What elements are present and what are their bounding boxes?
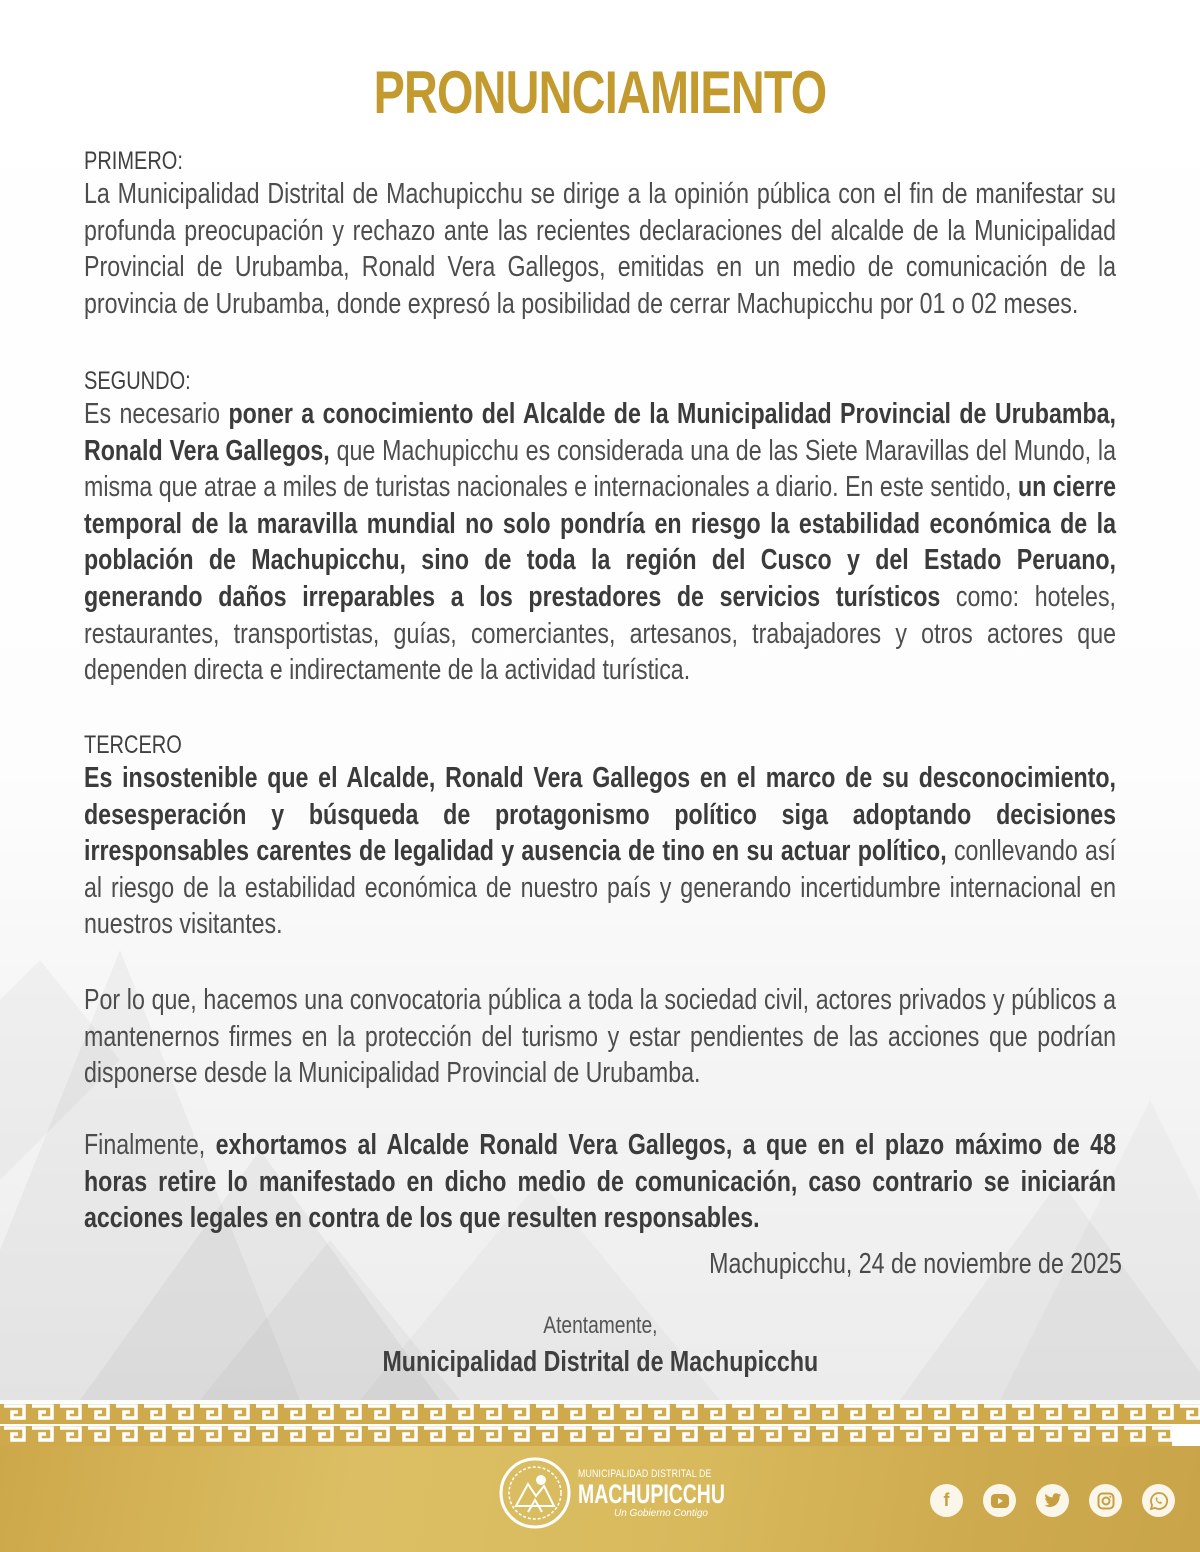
municipal-seal-icon <box>498 1456 572 1530</box>
section-paragraph <box>84 982 1116 1092</box>
section-heading-text: TERCERO <box>84 731 182 759</box>
signer-text: Municipalidad Distrital de Machupicchu <box>382 1346 818 1378</box>
text-run: Por lo que, hacemos una convocatoria pública a toda la sociedad civil, actores privados y públicos a mantenernos firmes en la protección del turismo y estar pendientes de las acciones que podrían disponerse desde la Municipalidad Provincial de Urubamba. <box>84 984 1116 1090</box>
signer <box>0 1346 1200 1379</box>
text-run: conllevando así al riesgo de la estabilidad económica de nuestro país y generando incertidumbre internacional en nuestros visitantes. <box>84 835 1116 941</box>
text-run: Es necesario <box>84 398 229 430</box>
section-4 <box>84 982 1116 1092</box>
facebook-icon[interactable] <box>930 1484 963 1517</box>
section-2 <box>84 366 1116 689</box>
section-heading <box>84 366 1116 396</box>
closing-salutation <box>0 1312 1200 1340</box>
text-run: como: hoteles, restaurantes, transportistas, guías, comerciantes, artesanos, trabajadores y otros actores que dependen directa e indirectamente de la actividad turística. <box>84 580 1117 687</box>
logo-wordmark <box>578 1468 782 1519</box>
paragraph-text <box>84 396 1116 689</box>
youtube-icon[interactable] <box>983 1484 1016 1517</box>
youtube-glyph-icon <box>991 1494 1009 1508</box>
footer <box>0 1446 1200 1552</box>
logo-small-text: MUNICIPALIDAD DISTRITAL DE <box>578 1467 712 1480</box>
paragraph-text <box>84 1127 1116 1237</box>
twitter-glyph-icon <box>1044 1493 1062 1508</box>
paragraph-text <box>84 982 1116 1092</box>
closing-text: Atentamente, <box>542 1312 658 1339</box>
whatsapp-icon[interactable] <box>1142 1484 1175 1517</box>
page-title: PRONUNCIAMIENTO <box>373 59 827 126</box>
section-3 <box>84 730 1116 943</box>
bold-text-run: exhortamos al Alcalde Ronald Vera Gallegos, a que en el plazo máximo de 48 horas retire lo manifestado en dicho medio de comunicación, caso contrario se iniciarán acciones legales en contra de los que resulten responsables. <box>84 1129 1116 1235</box>
paragraph-text <box>84 760 1116 943</box>
section-heading <box>84 146 1116 176</box>
greek-key-border <box>0 1402 1200 1448</box>
section-paragraph <box>84 396 1116 689</box>
paragraph-text <box>84 176 1116 322</box>
text-run: La Municipalidad Distrital de Machupicchu se dirige a la opinión pública con el fin de manifestar su profunda preocupación y rechazo ante las recientes declaraciones del alcalde de la Municipalidad Provincial de Urubamba, Ronald Vera Gallegos, emitidas en un medio de comunicación de la provincia de Urubamba, donde expresó la posibilidad de cerrar Machupicchu por 01 o 02 meses. <box>84 178 1116 320</box>
meander-pattern-icon <box>0 1402 1200 1448</box>
municipality-logo <box>498 1456 782 1530</box>
text-run: que Machupicchu es considerada una de las Siete Maravillas del Mundo, la misma que atrae a miles de turistas nacionales e internacionales a diario. En este sentido, <box>84 434 1116 504</box>
bold-text-run: poner a conocimiento del Alcalde de la Municipalidad Provincial de Urubamba, Ronald Vera Gallegos, <box>84 398 1116 467</box>
section-heading-text: PRIMERO: <box>84 147 183 175</box>
bold-text-run: un cierre temporal de la maravilla mundial no solo pondría en riesgo la estabilidad económica de la población de Machupicchu, sino de toda la región del Cusco y del Estado Peruano, generando daños irreparables a los prestadores de servicios turísticos <box>84 471 1116 613</box>
twitter-icon[interactable] <box>1036 1484 1069 1517</box>
whatsapp-glyph-icon <box>1149 1491 1169 1511</box>
logo-tagline: Un Gobierno Contigo <box>614 1507 708 1519</box>
section-paragraph <box>84 176 1116 322</box>
section-paragraph <box>84 1127 1116 1237</box>
section-heading <box>84 730 1116 760</box>
social-links <box>930 1484 1175 1517</box>
instagram-glyph-icon <box>1097 1492 1115 1510</box>
section-heading-text: SEGUNDO: <box>84 367 191 395</box>
section-1 <box>84 146 1116 322</box>
section-5 <box>84 1127 1116 1237</box>
facebook-glyph: f <box>943 1490 950 1510</box>
logo-big-text: MACHUPICCHU <box>578 1478 725 1509</box>
date-line: Machupicchu, 24 de noviembre de 2025 <box>709 1248 1122 1280</box>
instagram-icon[interactable] <box>1089 1484 1122 1517</box>
bold-text-run: Es insostenible que el Alcalde, Ronald Vera Gallegos en el marco de su desconocimiento, desesperación y búsqueda de protagonismo político siga adoptando decisiones irresponsables carentes de legalidad y ausencia de tino en su actuar político, <box>84 762 1116 868</box>
section-paragraph <box>84 760 1116 943</box>
text-run: Finalmente, <box>84 1129 216 1161</box>
